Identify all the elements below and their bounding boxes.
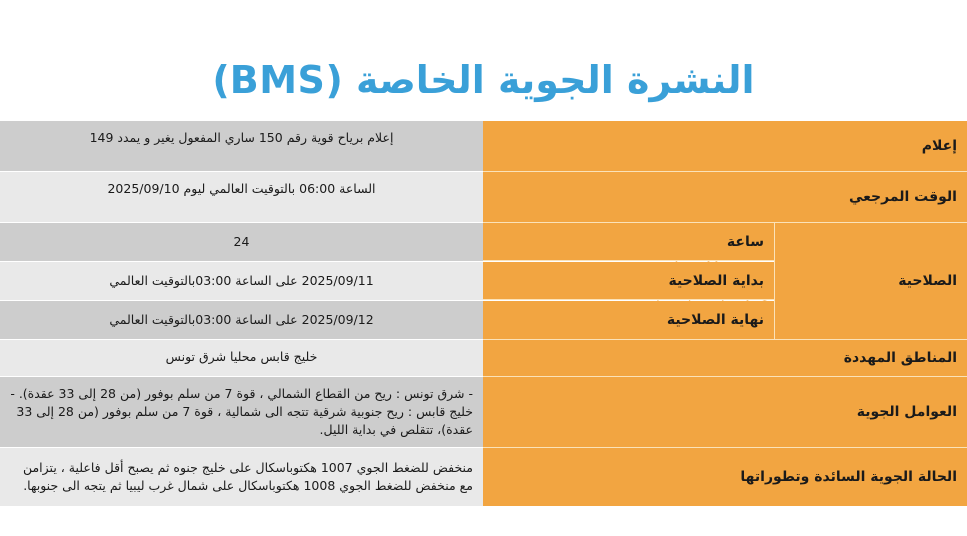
bulletin-table [0,121,967,506]
row-divider [483,222,967,223]
value-weather-factors: - شرق تونس : ريح من القطاع الشمالي ، قوة 7 من سلم بوفور (من 28 إلى 33 عقدة). - خليج قابس : ريح جنوبية شرقية تتجه الى شمالية ، قوة 7 من سلم بوفور (من 28 إلى 33 عقدة)، تتقلص في بداية الليل. [0,377,483,447]
label-validity-start: بداية الصلاحية [483,262,774,300]
value-reference-time: الساعة 06:00 بالتوقيت العالمي ليوم 2025/09/10 [0,172,483,222]
label-prevailing-situation: الحالة الجوية السائدة وتطوراتها [483,448,967,506]
label-validity-end: نهاية الصلاحية [483,301,774,339]
value-prevailing-situation: منخفض للضغط الجوي 1007 هكتوباسكال على خليج جنوه ثم يصبح أقل فاعلية ، يتزامن مع منخفض للضغط الجوي 1008 هكتوباسكال على شمال غرب ليبيا ثم يتجه الى جنوبها. [0,448,483,506]
value-threatened-areas: خليج قابس محليا شرق تونس [0,340,483,376]
label-alert: إعلام [483,121,967,171]
label-threatened-areas: المناطق المهددة [483,340,967,376]
row-divider [483,339,967,340]
row-divider [483,376,967,377]
row-divider [483,447,967,448]
value-validity-end: 2025/09/12 على الساعة 03:00بالتوقيت العالمي [0,301,483,339]
value-alert: إعلام برياح قوية رقم 150 ساري المفعول يغير و يمدد 149 [0,121,483,171]
column-divider [774,223,775,339]
value-validity-start: 2025/09/11 على الساعة 03:00بالتوقيت العالمي [0,262,483,300]
page-title: النشرة الجوية الخاصة (BMS) [212,58,755,102]
label-reference-time: الوقت المرجعي [483,172,967,222]
label-validity: الصلاحية [775,223,967,339]
label-validity-hours: ساعة [483,223,774,261]
row-divider [483,171,967,172]
value-validity-hours: 24 [0,223,483,261]
label-weather-factors: العوامل الجوية [483,377,967,447]
